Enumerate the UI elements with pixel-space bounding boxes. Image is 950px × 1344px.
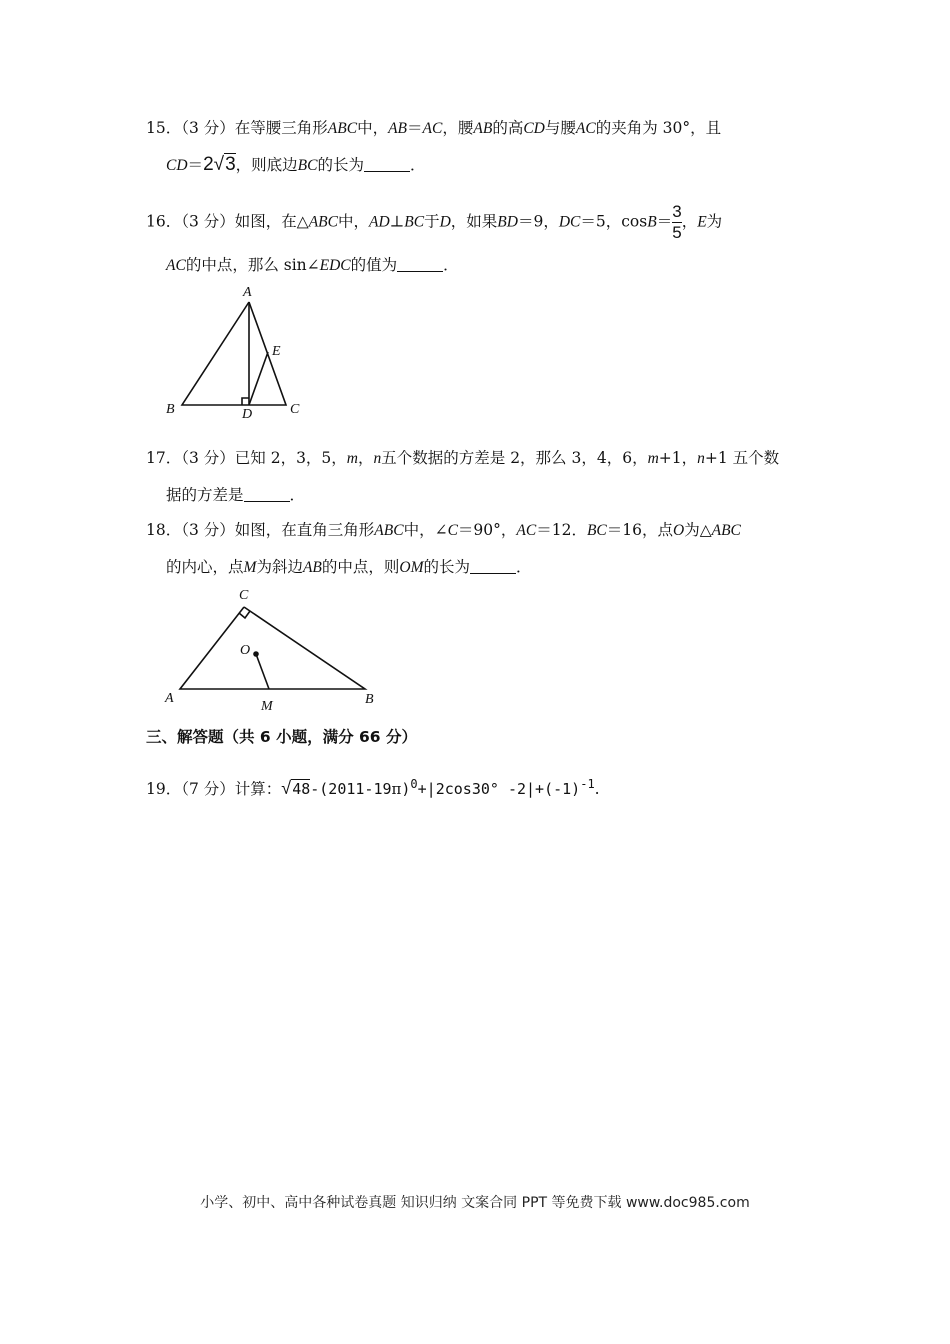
fraction: $\frac{3}{5}$ <box>672 202 682 242</box>
answer-blank <box>364 157 410 172</box>
q16-number: 16． <box>146 212 182 231</box>
q15-line2: CD＝2√3，则底边BC的长为 ． <box>166 154 426 175</box>
q18-number: 18． <box>146 521 182 539</box>
q17-line2: 据的方差是 ． <box>166 486 306 504</box>
q17-number: 17． <box>146 449 182 467</box>
label-d: D <box>242 407 253 420</box>
label-a: A <box>243 285 252 300</box>
sqrt-expression: 2√3 <box>203 154 236 175</box>
label-o: O <box>240 643 251 658</box>
label-e: E <box>272 344 281 359</box>
answer-blank <box>470 559 516 574</box>
q17-line1: 17．（3 分）已知 2，3，5，m，n五个数据的方差是 2，那么 3，4，6，m+1，n+1 五个数 <box>146 449 780 467</box>
triangle-abc <box>180 607 365 689</box>
q18-line1: 18．（3 分）如图，在直角三角形ABC中，∠C＝90°，AC＝12．BC＝16，点O为△ABC <box>146 521 741 539</box>
right-angle-mark <box>242 398 249 405</box>
q15-line1: 15．（3 分）在等腰三角形ABC中，AB＝AC，腰AB的高CD与腰AC的夹角为 30°，且 <box>146 119 722 137</box>
label-a: A <box>165 691 174 706</box>
answer-blank <box>244 487 290 502</box>
math-expression: $√48-(2011-19\pi)^0+|2\cos 30^\circ$ $-2|+(-1)^{-1}$ <box>281 777 595 798</box>
label-m: M <box>261 699 273 714</box>
q19-line1: 19．（7 分）计算：$√48-(2011-19\pi)^0+|2\cos 30^\circ$ $-2|+(-1)^{-1}$. <box>146 777 600 798</box>
q16-line2: AC的中点，那么 sin∠EDC的值为 ． <box>166 256 459 274</box>
label-c: C <box>290 402 300 417</box>
label-b: B <box>365 692 374 707</box>
q15-number: 15． <box>146 119 182 137</box>
q18-triangle-figure <box>160 582 385 714</box>
segment-om <box>256 654 269 689</box>
answer-blank <box>397 257 443 272</box>
label-b: B <box>166 402 175 417</box>
q18-line2: 的内心，点M为斜边AB的中点，则OM的长为 ． <box>166 558 532 576</box>
page-footer: 小学、初中、高中各种试卷真题 知识归纳 文案合同 PPT 等免费下载 www.doc985.com <box>200 1195 750 1211</box>
point-o <box>253 651 259 657</box>
label-c: C <box>239 588 249 603</box>
section-heading: 三、解答题（共 6 小题，满分 66 分） <box>146 728 417 746</box>
q16-triangle-figure <box>160 280 310 420</box>
triangle-abc <box>182 302 286 405</box>
segment-de <box>249 352 268 405</box>
q19-number: 19． <box>146 780 182 798</box>
q16-line1: 16．（3 分）如图，在△ABC中，AD⊥BC于D，如果BD＝9，DC＝5，cosB＝ $\frac{3}{5}$ ，E为 <box>146 202 723 242</box>
